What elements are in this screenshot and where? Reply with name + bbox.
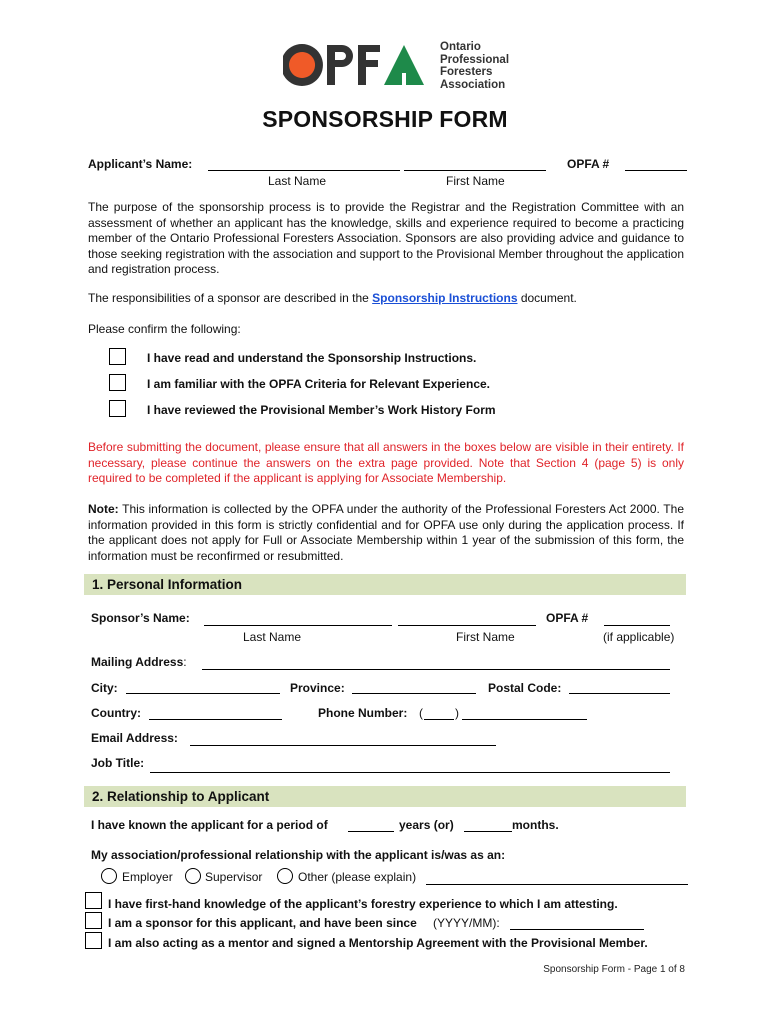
relationship-employer-radio[interactable] [101,868,117,884]
logo-name-line: Association [440,78,506,91]
sponsor-opfa-label: OPFA # [546,611,589,625]
privacy-note [88,502,684,564]
firsthand-knowledge-checkbox[interactable] [85,892,102,909]
section-2-heading: 2. Relationship to Applicant [84,786,686,807]
relationship-label: My association/professional relationship with the applicant is/was as an: [91,848,506,862]
opfa-logo-mark [283,40,443,90]
logo-tree-trunk [402,73,406,85]
email-address-label: Email Address: [91,731,178,745]
applicant-last-name-field[interactable] [208,170,400,171]
relationship-other-explain-field[interactable] [426,884,688,885]
sponsor-since-format: (YYYY/MM): [433,916,500,930]
sponsorship-instructions-link[interactable]: Sponsorship Instructions [372,291,518,305]
phone-area-code-field[interactable] [424,719,454,720]
known-years-field[interactable] [348,831,394,832]
confirm-checkbox-2[interactable] [109,374,126,391]
postal-code-label: Postal Code: [488,681,562,695]
form-title: SPONSORSHIP FORM [262,106,508,132]
job-title-label: Job Title: [91,756,145,770]
mentor-checkbox[interactable] [85,932,102,949]
sponsor-first-name-field[interactable] [398,625,536,626]
mailing-address-label: Mailing Address [91,655,184,669]
country-label: Country: [91,706,141,720]
page-footer: Sponsorship Form - Page 1 of 8 [543,964,685,975]
sponsor-first-name-caption: First Name [456,630,515,644]
firsthand-knowledge-label: I have first-hand knowledge of the applicant’s forestry experience to which I am attesting. [108,897,618,911]
mentor-label: I am also acting as a mentor and signed a Mentorship Agreement with the Provisional Member. [108,936,648,950]
relationship-other-radio[interactable] [277,868,293,884]
note-label: Note: [88,502,119,516]
responsibilities-after: document. [517,291,577,305]
sponsor-since-label: I am a sponsor for this applicant, and have been since [108,916,417,930]
phone-number-label: Phone Number: [318,706,408,720]
known-months-label: months. [512,818,559,832]
applicant-first-name-caption: First Name [446,174,505,188]
section-1-heading: 1. Personal Information [84,574,686,595]
submission-warning: Before submitting the document, please ensure that all answers in the boxes below are visible in their entirety. If necessary, please continue the answers on the extra page provided. Note that Section 4 (page 5) is only required to be completed if the applicant is applying for Associate Membership. [88,440,684,485]
relationship-supervisor-radio[interactable] [185,868,201,884]
known-period-label: I have known the applicant for a period of [91,818,328,832]
mailing-address-colon: : [183,655,187,669]
confirm-intro: Please confirm the following: [88,322,241,336]
purpose-paragraph: The purpose of the sponsorship process is to provide the Registrar and the Registration Committee with an assessment of whether an applicant has the knowledge, skills and experience required to become a practicing member of the Ontario Professional Foresters Association. Sponsors are also providing advice and guidance to those seeking registration with the association and support to the Provisional Member throughout the application and registration process. [88,200,684,276]
relationship-other-label: Other (please explain) [298,870,417,884]
logo-letter-p [327,45,353,85]
email-address-field[interactable] [190,745,496,746]
province-field[interactable] [352,693,476,694]
phone-number-field[interactable] [462,719,587,720]
logo-name-line: Ontario [440,41,481,53]
applicant-first-name-field[interactable] [404,170,546,171]
mailing-address-row [91,655,187,669]
confirm-item-3: I have reviewed the Provisional Member’s Work History Form [147,403,496,417]
sponsor-opfa-field[interactable] [604,625,670,626]
logo-letter-f [358,45,380,85]
mailing-address-field[interactable] [202,669,670,670]
sponsor-last-name-caption: Last Name [243,630,302,644]
province-label: Province: [290,681,345,695]
sponsor-opfa-if-applicable: (if applicable) [603,630,675,644]
known-years-label: years (or) [399,818,454,832]
sponsor-since-checkbox[interactable] [85,912,102,929]
confirm-checkbox-1[interactable] [109,348,126,365]
applicant-opfa-label: OPFA # [567,157,610,171]
logo-name-line: Professional [440,53,510,66]
relationship-supervisor-label: Supervisor [205,870,263,884]
applicant-opfa-field[interactable] [625,170,687,171]
logo-name-line: Foresters [440,66,493,78]
responsibilities-before: The responsibilities of a sponsor are described in the [88,291,373,305]
sponsor-since-date-field[interactable] [510,929,644,930]
note-text: This information is collected by the OPFA under the authority of the Professional Foresters Act 2000. The information provided in this form is strictly confidential and for OPFA use only during the application process. If the applicant does not apply for Full or Associate Membership within 1 year of the submission of this form, the information must be reconfirmed or resubmitted. [88,502,684,563]
city-label: City: [91,681,118,695]
phone-area-close-paren: ) [455,706,459,720]
known-months-field[interactable] [464,831,512,832]
applicant-last-name-caption: Last Name [268,174,327,188]
responsibilities-sentence [88,291,577,305]
confirm-checkbox-3[interactable] [109,400,126,417]
job-title-field[interactable] [150,772,670,773]
city-field[interactable] [126,693,280,694]
applicant-name-label: Applicant’s Name: [88,157,193,171]
sponsor-last-name-field[interactable] [204,625,392,626]
relationship-employer-label: Employer [122,870,173,884]
country-field[interactable] [149,719,282,720]
logo-name [440,41,509,91]
phone-area-open-paren: ( [419,706,423,720]
sponsor-name-label: Sponsor’s Name: [91,611,190,625]
confirm-item-1: I have read and understand the Sponsorship Instructions. [147,351,477,365]
confirm-item-2: I am familiar with the OPFA Criteria for Relevant Experience. [147,377,490,391]
postal-code-field[interactable] [569,693,670,694]
